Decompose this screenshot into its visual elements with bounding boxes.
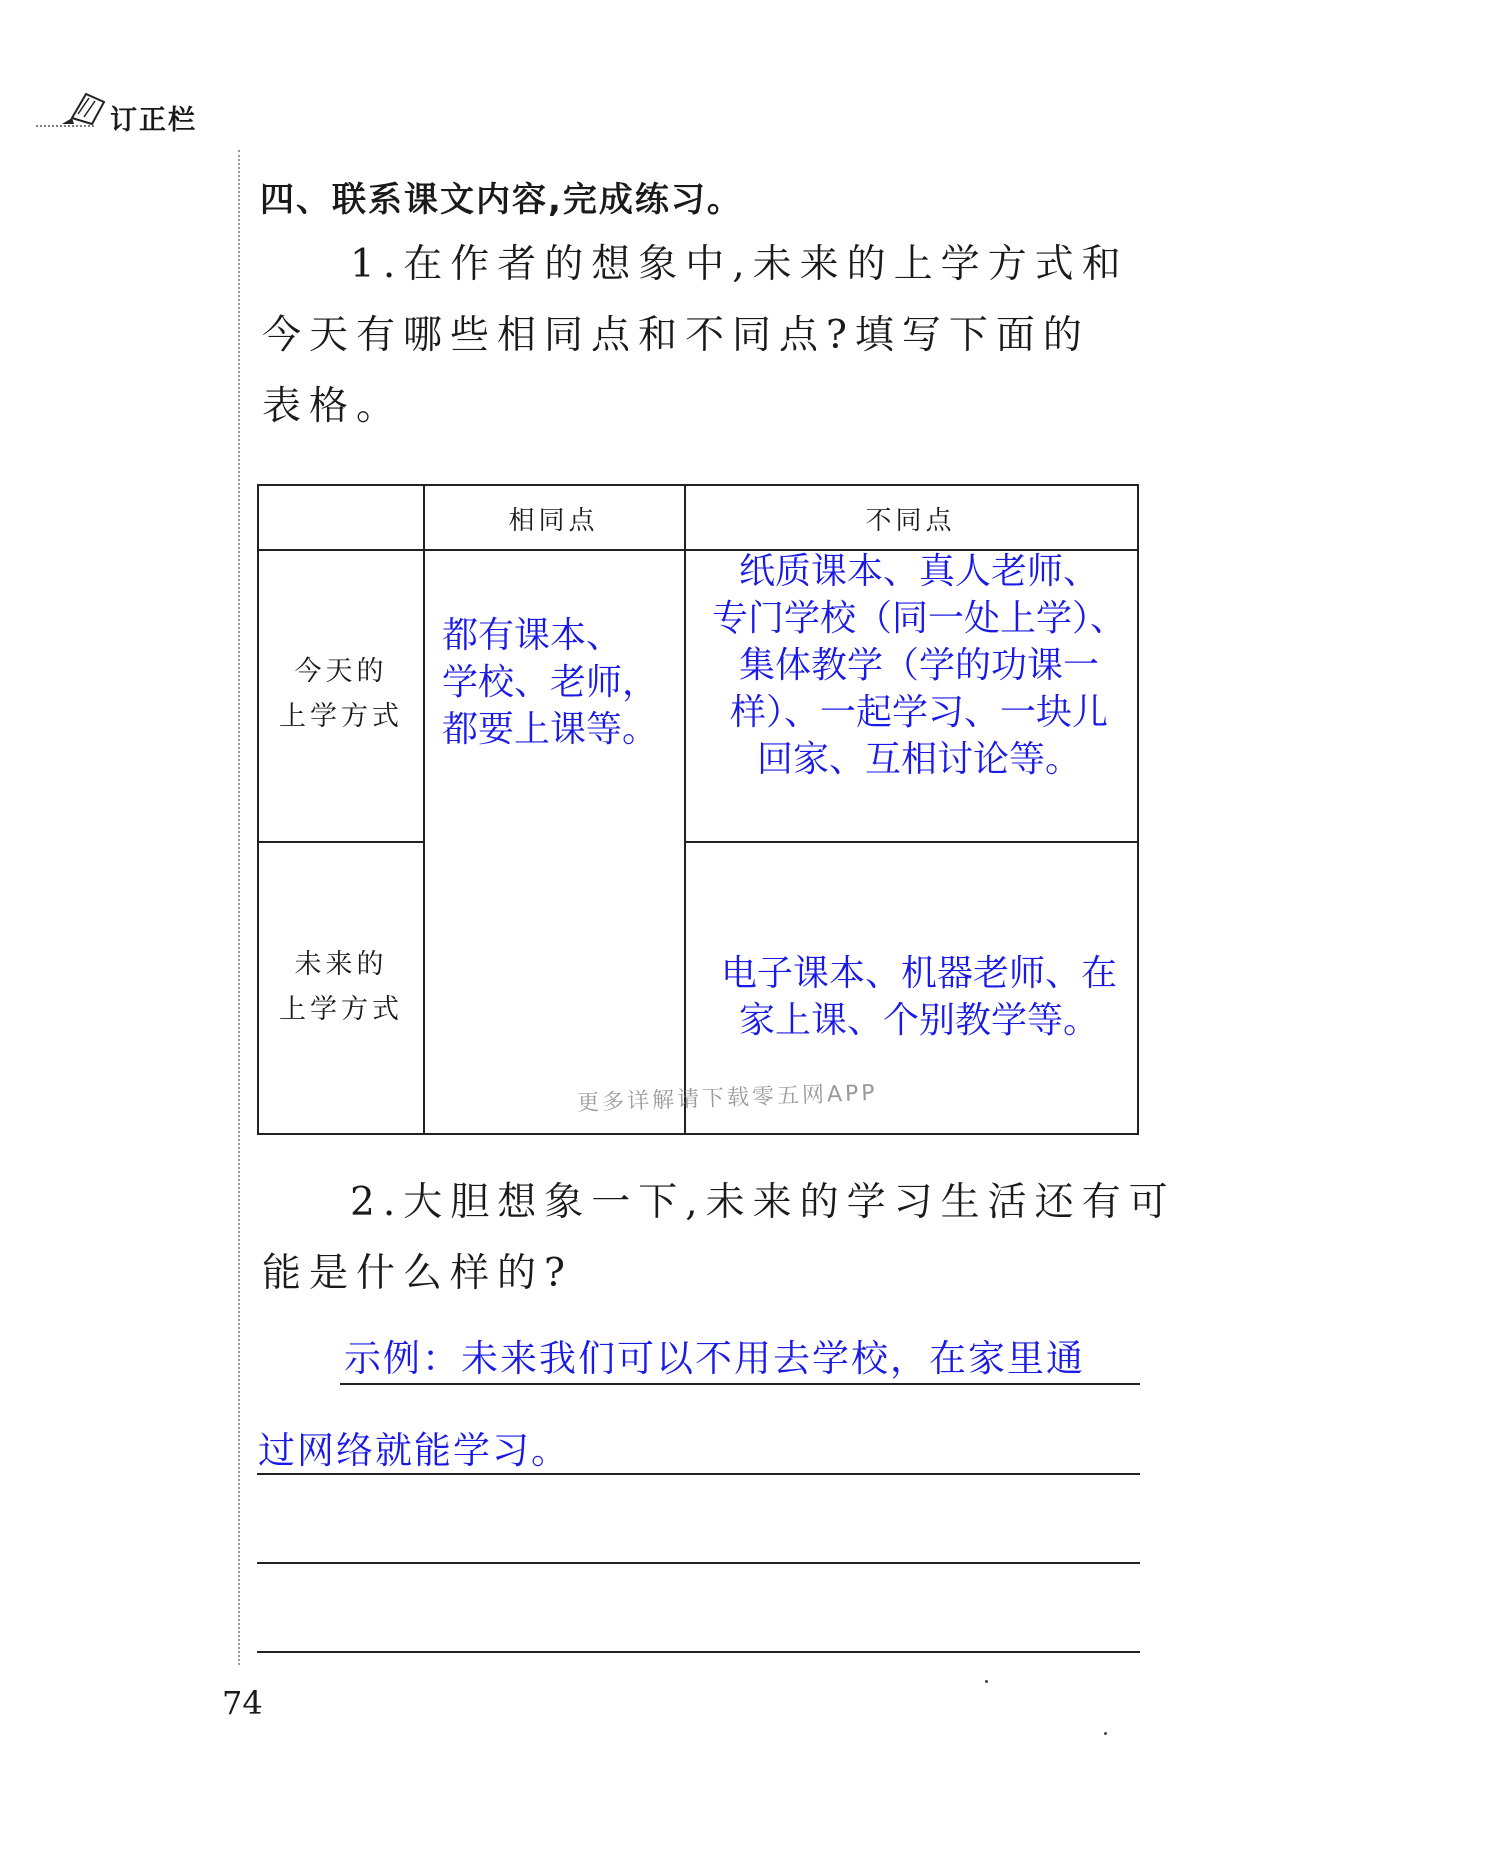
table-header-different: 不同点 <box>865 506 956 536</box>
table-divider <box>259 841 423 843</box>
answer-line: 专门学校（同一处上学）、 <box>711 598 1126 639</box>
margin-dotted-rule <box>238 150 240 1665</box>
answer-line: 回家、互相讨论等。 <box>756 739 1081 780</box>
row-label-line: 上学方式 <box>279 701 403 732</box>
table-divider <box>684 486 686 1133</box>
writing-line <box>257 1651 1140 1653</box>
comparison-table <box>257 484 1139 1135</box>
answer-2-line: 示例：未来我们可以不用去学校，在家里通 <box>344 1337 1085 1380</box>
answer-2-line: 过网络就能学习。 <box>258 1429 570 1472</box>
table-header-same: 相同点 <box>508 506 599 536</box>
question-2-line: 能是什么样的? <box>262 1251 573 1296</box>
table-divider <box>423 486 425 1133</box>
row-label-today <box>261 649 421 739</box>
row-label-line: 今天的 <box>294 656 388 687</box>
answer-line: 样）、一起学习、一块儿 <box>729 692 1108 733</box>
question-1-line: 表格。 <box>262 384 404 429</box>
pencil-notebook-icon <box>34 88 114 132</box>
row-label-future <box>261 942 421 1032</box>
writing-line <box>257 1562 1140 1564</box>
answer-line: 集体教学（学的功课一 <box>738 645 1099 686</box>
scan-speck <box>1104 1732 1107 1735</box>
writing-line <box>340 1383 1140 1385</box>
writing-line <box>257 1473 1140 1475</box>
row-label-line: 上学方式 <box>279 994 403 1025</box>
answer-line: 家上课、个别教学等。 <box>738 1000 1099 1041</box>
question-1-line: 1.在作者的想象中,未来的上学方式和 <box>350 242 1129 287</box>
row-label-line: 未来的 <box>294 949 388 980</box>
question-1-line: 今天有哪些相同点和不同点?填写下面的 <box>262 313 1090 358</box>
correction-column-label: 订正栏 <box>110 105 197 136</box>
answer-line: 学校、老师， <box>442 662 659 703</box>
today-differences-answer <box>689 548 1149 783</box>
scan-speck <box>985 1680 988 1683</box>
watermark: 更多详解请下载零五网APP <box>576 1080 879 1117</box>
same-points-answer <box>442 612 697 753</box>
table-divider <box>684 841 1137 843</box>
answer-line: 纸质课本、真人老师、 <box>738 551 1099 592</box>
answer-line: 都有课本、 <box>442 615 623 656</box>
page-number: 74 <box>222 1684 263 1722</box>
section-heading: 四、联系课文内容,完成练习。 <box>260 180 743 220</box>
answer-line: 都要上课等。 <box>442 709 659 750</box>
future-differences-answer <box>689 950 1149 1044</box>
question-2-line: 2.大胆想象一下,未来的学习生活还有可 <box>350 1180 1176 1225</box>
answer-line: 电子课本、机器老师、在 <box>720 953 1117 994</box>
